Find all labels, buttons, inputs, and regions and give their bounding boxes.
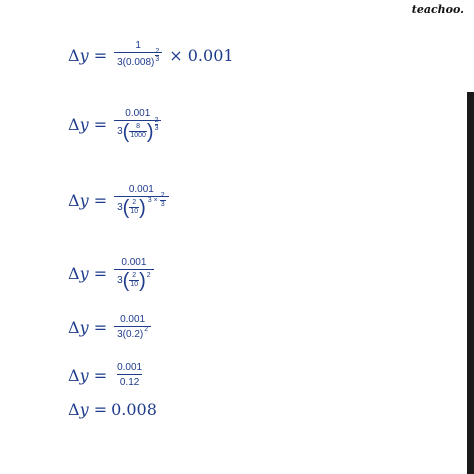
exponent	[148, 192, 166, 209]
exponent-numerator: 2	[155, 48, 160, 55]
inner-fraction	[129, 123, 147, 140]
result-value: 0.008	[111, 400, 157, 419]
denominator	[114, 48, 162, 70]
denominator-base: 3(0.2)	[117, 329, 144, 340]
exponent-denominator: 3	[154, 125, 159, 132]
denominator-coefficient: 3	[117, 275, 123, 286]
fraction	[114, 314, 151, 340]
close-paren: )	[139, 269, 146, 292]
fraction	[114, 184, 169, 219]
numerator: 0.001	[120, 314, 146, 325]
open-paren: (	[122, 120, 130, 143]
equation-5	[68, 314, 154, 340]
inner-fraction	[129, 272, 139, 289]
close-paren: )	[146, 120, 154, 143]
denominator	[114, 269, 154, 292]
exponent-numerator: 2	[154, 117, 159, 124]
lhs: Δy =	[68, 400, 108, 419]
exponent-prefix: 3 ×	[147, 197, 158, 204]
inner-fraction	[129, 199, 139, 216]
inner-denominator: 10	[130, 281, 139, 288]
fraction	[114, 40, 162, 70]
exponent-fraction	[160, 192, 166, 209]
numerator: 0.001	[117, 362, 143, 373]
exponent: 2	[146, 272, 151, 279]
exponent-fraction	[155, 117, 159, 132]
exponent: 2	[144, 326, 149, 333]
exponent-denominator: 3	[155, 56, 160, 63]
inner-denominator: 1000	[130, 132, 146, 139]
scrollbar-track[interactable]	[467, 0, 474, 474]
fraction	[114, 108, 161, 143]
equation-2	[68, 108, 164, 143]
inner-denominator: 10	[130, 208, 139, 215]
lhs: Δy =	[68, 190, 108, 210]
denominator-coefficient: 3	[117, 202, 123, 213]
teachoo-logo: teachoo.	[411, 3, 464, 16]
denominator	[114, 192, 169, 219]
denominator	[114, 117, 161, 143]
equation-4	[68, 257, 157, 292]
lhs: Δy =	[68, 45, 108, 65]
denominator: 0.12	[117, 374, 142, 388]
open-paren: (	[122, 196, 130, 219]
equation-1	[68, 40, 234, 70]
lhs: Δy =	[68, 263, 108, 283]
inner-numerator: 8	[136, 123, 141, 130]
numerator: 0.001	[121, 257, 147, 268]
equation-6	[68, 362, 148, 388]
lhs: Δy =	[68, 114, 108, 134]
numerator: 0.001	[125, 108, 151, 119]
numerator: 1	[135, 40, 141, 51]
equation-3	[68, 184, 172, 219]
inner-numerator: 2	[132, 199, 137, 206]
denominator-coefficient: 3	[117, 126, 123, 137]
lhs: Δy =	[68, 365, 108, 385]
inner-numerator: 2	[132, 272, 137, 279]
scrollbar-thumb[interactable]	[467, 92, 474, 474]
multiplier: × 0.001	[169, 45, 234, 65]
equation-7	[68, 400, 157, 419]
denominator-base: 3(0.008)	[117, 57, 155, 68]
denominator	[114, 326, 151, 340]
exponent-denominator: 3	[160, 201, 165, 208]
close-paren: )	[139, 196, 146, 219]
lhs: Δy =	[68, 317, 108, 337]
fraction	[114, 257, 154, 292]
numerator: 0.001	[128, 184, 154, 195]
fraction	[114, 362, 145, 388]
open-paren: (	[122, 269, 130, 292]
exponent-fraction	[155, 48, 159, 63]
exponent-numerator: 2	[160, 192, 165, 199]
